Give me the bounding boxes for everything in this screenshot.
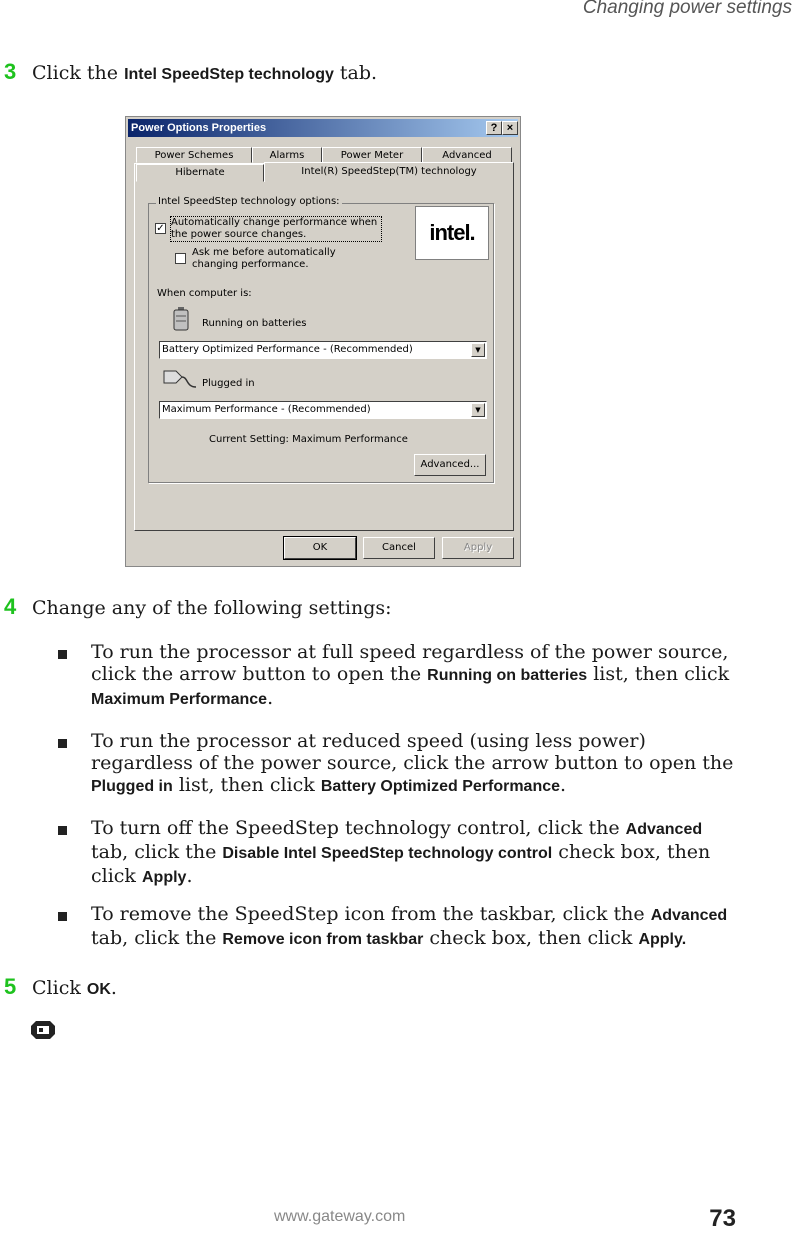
footer-url: www.gateway.com <box>274 1208 406 1225</box>
tab-alarms[interactable]: Alarms <box>252 147 322 163</box>
dialog-titlebar <box>128 119 518 137</box>
dialog-title: Power Options Properties <box>131 122 267 134</box>
bullet-text: list, then click <box>587 663 730 685</box>
bullet-icon <box>58 650 67 659</box>
bullet-text: To run the processor at reduced speed (using less power) regardless of the power source, click the arrow button to open the <box>91 730 734 774</box>
bullet-text: . <box>267 687 274 709</box>
bullet-item <box>58 903 734 951</box>
cancel-button[interactable]: Cancel <box>363 537 435 559</box>
bullet-text: check box, then click <box>91 841 711 887</box>
ui-term: Advanced <box>650 907 728 924</box>
bullet-text: To run the processor at full speed regardless of the power source, click the arrow button to open the <box>91 641 729 685</box>
power-options-dialog <box>125 116 521 567</box>
auto-change-checkbox[interactable]: ✓ <box>156 223 165 234</box>
help-button[interactable]: ? <box>486 121 502 135</box>
tab-power-schemes[interactable]: Power Schemes <box>136 147 252 163</box>
step-number: 4 <box>4 594 17 619</box>
ui-term: Apply. <box>638 931 687 948</box>
step-text: tab. <box>339 62 378 84</box>
bullet-icon <box>58 739 67 748</box>
ask-me-checkbox[interactable] <box>175 253 186 264</box>
ui-term: Plugged in <box>91 778 173 795</box>
tab-advanced[interactable]: Advanced <box>422 147 512 163</box>
ui-term: Advanced <box>625 821 703 838</box>
bullet-text: To turn off the SpeedStep technology control, click the <box>91 817 626 839</box>
ui-term: Disable Intel SpeedStep technology control <box>222 845 553 862</box>
step-text: . <box>110 977 117 999</box>
plugged-scheme-select[interactable] <box>159 401 487 419</box>
plugged-in-label: Plugged in <box>202 378 255 389</box>
bullet-text: tab, click the <box>91 927 223 949</box>
advanced-button[interactable]: Advanced... <box>414 454 486 476</box>
ui-term: OK <box>86 981 111 998</box>
battery-icon <box>173 307 189 331</box>
apply-button[interactable]: Apply <box>442 537 514 559</box>
auto-change-label: Automatically change performance when the power source changes. <box>171 217 381 241</box>
gateway-cow-box-icon <box>30 1020 56 1040</box>
step-text: Click <box>32 977 81 999</box>
bullet-item <box>58 730 734 798</box>
section-title: Changing power settings <box>582 0 792 18</box>
current-setting-text: Current Setting: Maximum Performance <box>209 434 408 445</box>
step-number: 5 <box>4 974 17 999</box>
page-number: 73 <box>709 1205 736 1232</box>
bullet-text: . <box>186 865 193 887</box>
bullet-icon <box>58 826 67 835</box>
ask-me-label: Ask me before automatically changing performance. <box>192 247 336 270</box>
bullet-text: tab, click the <box>91 841 223 863</box>
bullet-text: To remove the SpeedStep icon from the taskbar, click the <box>91 903 651 925</box>
plug-icon <box>162 367 198 391</box>
bullet-text: check box, then click <box>423 927 639 949</box>
ui-term: Running on batteries <box>427 667 588 684</box>
bullet-item <box>58 641 734 711</box>
dropdown-arrow-icon[interactable]: ▼ <box>471 343 485 357</box>
tab-hibernate[interactable]: Hibernate <box>136 164 264 182</box>
step-text: Click the <box>32 62 119 84</box>
dropdown-arrow-icon[interactable]: ▼ <box>471 403 485 417</box>
bullet-item <box>58 817 734 889</box>
step-number: 3 <box>4 59 17 84</box>
batteries-scheme-value: Battery Optimized Performance - (Recommended) <box>162 344 413 355</box>
plugged-scheme-value: Maximum Performance - (Recommended) <box>162 404 371 415</box>
step-text: Change any of the following settings: <box>32 597 392 619</box>
intel-logo: intel. <box>415 206 489 260</box>
group-label: Intel SpeedStep technology options: <box>158 196 340 207</box>
ui-term: Apply <box>142 869 187 886</box>
ui-term: Remove icon from taskbar <box>222 931 424 948</box>
bullet-text: list, then click <box>172 774 321 796</box>
bullet-text: . <box>560 774 567 796</box>
ok-button[interactable]: OK <box>284 537 356 559</box>
tab-power-meter[interactable]: Power Meter <box>322 147 422 163</box>
when-computer-label: When computer is: <box>157 288 252 299</box>
running-on-batteries-label: Running on batteries <box>202 318 307 329</box>
tab-intel-speedstep[interactable]: Intel(R) SpeedStep(TM) technology <box>264 162 514 182</box>
close-button[interactable]: × <box>502 121 518 135</box>
ui-term: Maximum Performance <box>91 691 268 708</box>
batteries-scheme-select[interactable] <box>159 341 487 359</box>
bullet-icon <box>58 912 67 921</box>
ui-term: Intel SpeedStep technology <box>124 66 334 83</box>
ui-term: Battery Optimized Performance <box>320 778 561 795</box>
